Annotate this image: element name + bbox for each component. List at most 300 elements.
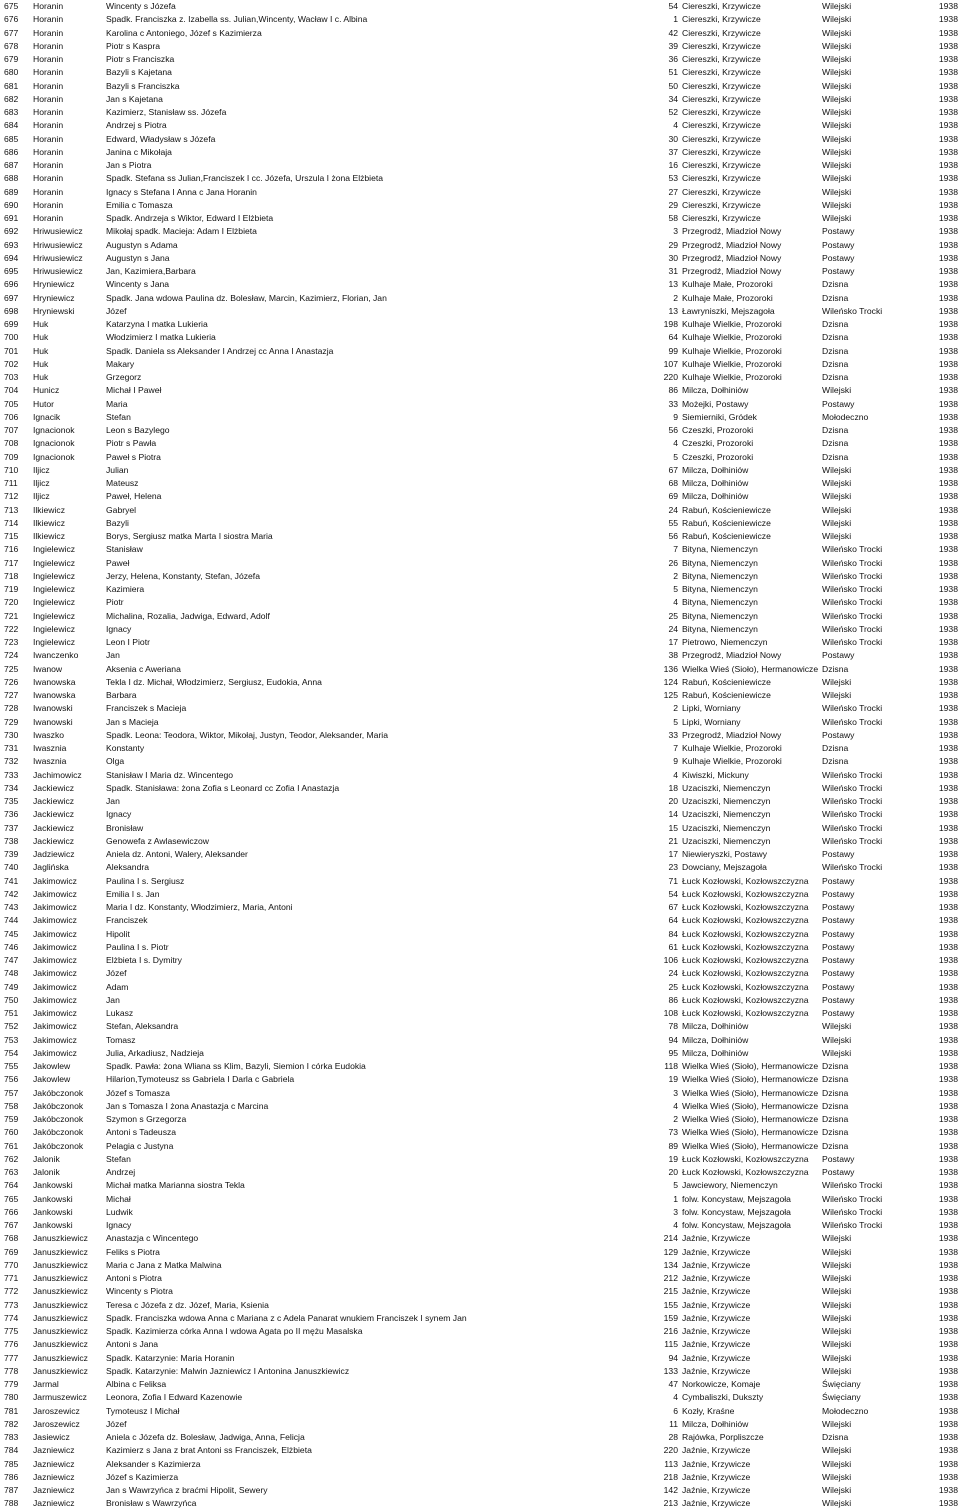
year-cell: 1938	[938, 610, 958, 621]
names-cell: Grzegorz	[106, 372, 142, 382]
table-row	[0, 835, 960, 848]
year-cell: 1938	[938, 252, 958, 263]
surname-cell: Iwaszko	[33, 729, 65, 740]
year-cell: 1938	[938, 1153, 958, 1164]
entry-number-cell: 738	[4, 835, 19, 846]
entry-number-cell: 687	[4, 160, 19, 170]
surname-cell: Januszkiewicz	[33, 1365, 88, 1376]
table-row	[0, 1153, 960, 1166]
village-cell: Łuck Kozłowski, Kozłowszczyzna	[682, 888, 809, 899]
year-cell: 1938	[938, 1008, 958, 1018]
table-row	[0, 225, 960, 238]
district-cell: Wilejski	[822, 213, 852, 223]
house-number-cell: 67	[668, 464, 678, 475]
house-number-cell: 124	[663, 676, 678, 687]
district-cell: Wileńsko Trocki	[822, 557, 883, 568]
names-cell: Borys, Sergiusz matka Marta I siostra Maria	[106, 531, 273, 541]
surname-cell: Hriwusiewicz	[33, 239, 83, 250]
year-cell: 1938	[938, 1140, 958, 1151]
district-cell: Wilejski	[822, 1034, 852, 1045]
district-cell: Wilejski	[822, 690, 852, 700]
village-cell: Milcza, Dołhiniów	[682, 1034, 749, 1045]
village-cell: Wielka Wieś (Sioło), Hermanowicze	[682, 663, 819, 674]
village-cell: Ciereszki, Krzywicze	[682, 199, 761, 210]
year-cell: 1938	[938, 716, 958, 727]
village-cell: Przegrodź, Miadzioł Nowy	[682, 266, 782, 276]
entry-number-cell: 700	[4, 332, 19, 343]
village-cell: Łuck Kozłowski, Kozłowszczyzna	[682, 1153, 809, 1164]
names-cell: Michalina, Rozalia, Jadwiga, Edward, Adolf	[106, 610, 270, 621]
table-row	[0, 689, 960, 702]
village-cell: Ciereszki, Krzywicze	[682, 40, 761, 51]
year-cell: 1938	[938, 968, 958, 979]
table-row	[0, 742, 960, 755]
house-number-cell: 31	[668, 266, 678, 276]
house-number-cell: 29	[668, 199, 678, 210]
district-cell: Wileńsko Trocki	[822, 597, 883, 608]
entry-number-cell: 716	[4, 544, 19, 555]
house-number-cell: 4	[673, 438, 678, 449]
entry-number-cell: 755	[4, 1061, 19, 1071]
year-cell: 1938	[938, 358, 958, 369]
village-cell: Siemierniki, Gródek	[682, 411, 757, 422]
names-cell: Aksenia c Aweriana	[106, 663, 181, 674]
district-cell: Wilejski	[822, 1312, 852, 1323]
village-cell: Jaźnie, Krzywicze	[682, 1339, 751, 1350]
house-number-cell: 33	[668, 398, 678, 409]
year-cell: 1938	[938, 1259, 958, 1270]
surname-cell: Huk	[33, 358, 49, 369]
house-number-cell: 54	[668, 1, 678, 11]
house-number-cell: 54	[668, 888, 678, 899]
table-row	[0, 13, 960, 26]
village-cell: Rabuń, Kościeniewicze	[682, 676, 771, 687]
surname-cell: Jankowski	[33, 1193, 73, 1204]
year-cell: 1938	[938, 1061, 958, 1071]
district-cell: Wilejski	[822, 160, 852, 170]
table-row	[0, 1219, 960, 1232]
district-cell: Wileńsko Trocki	[822, 835, 883, 846]
table-row	[0, 1418, 960, 1431]
district-cell: Wilejski	[822, 54, 852, 64]
house-number-cell: 28	[668, 1432, 678, 1442]
house-number-cell: 125	[663, 690, 678, 700]
house-number-cell: 36	[668, 54, 678, 64]
names-cell: Mikołaj spadk. Macieja: Adam I Elżbieta	[106, 226, 257, 237]
house-number-cell: 5	[673, 1180, 678, 1191]
year-cell: 1938	[938, 915, 958, 926]
names-cell: Franciszek	[106, 915, 148, 926]
names-cell: Tekla I dz. Michał, Włodzimierz, Sergiusz, Eudokia, Anna	[106, 676, 322, 687]
surname-cell: Iljicz	[33, 478, 50, 488]
table-row	[0, 530, 960, 543]
table-row	[0, 1391, 960, 1404]
names-cell: Feliks s Piotra	[106, 1246, 160, 1257]
entry-number-cell: 786	[4, 1471, 19, 1482]
village-cell: Jaźnie, Krzywicze	[682, 1326, 751, 1336]
surname-cell: Jakóbczonok	[33, 1127, 84, 1138]
table-row	[0, 278, 960, 291]
village-cell: Ciereszki, Krzywicze	[682, 80, 761, 91]
table-row	[0, 583, 960, 596]
names-cell: Aleksander s Kazimierza	[106, 1458, 201, 1469]
house-number-cell: 218	[663, 1471, 678, 1482]
table-row	[0, 331, 960, 344]
year-cell: 1938	[938, 557, 958, 568]
house-number-cell: 24	[668, 623, 678, 634]
entry-number-cell: 706	[4, 411, 19, 422]
table-row	[0, 914, 960, 927]
surname-cell: Jaglińska	[33, 862, 69, 873]
surname-cell: Ignacionok	[33, 425, 75, 435]
house-number-cell: 214	[663, 1233, 678, 1244]
year-cell: 1938	[938, 1273, 958, 1283]
year-cell: 1938	[938, 1312, 958, 1323]
names-cell: Hipolit	[106, 928, 130, 939]
table-row	[0, 981, 960, 994]
year-cell: 1938	[938, 690, 958, 700]
table-row	[0, 875, 960, 888]
district-cell: Wileńsko Trocki	[822, 782, 883, 793]
names-cell: Wincenty s Józefa	[106, 1, 176, 11]
names-cell: Bazyli	[106, 517, 129, 528]
names-cell: Spadk. Stefana ss Julian,Franciszek I cc. Józefa, Urszula I żona Elżbieta	[106, 173, 384, 184]
house-number-cell: 86	[668, 385, 678, 396]
village-cell: Łuck Kozłowski, Kozłowszczyzna	[682, 941, 809, 952]
village-cell: Kulhaje Wielkie, Prozoroki	[682, 332, 782, 343]
surname-cell: Horanin	[33, 80, 64, 91]
village-cell: Bityna, Niemenczyn	[682, 584, 758, 594]
surname-cell: Jakimowicz	[33, 994, 77, 1005]
entry-number-cell: 752	[4, 1021, 19, 1032]
table-row	[0, 888, 960, 901]
table-row	[0, 610, 960, 623]
entry-number-cell: 771	[4, 1273, 19, 1283]
house-number-cell: 16	[668, 160, 678, 170]
district-cell: Wileńsko Trocki	[822, 1180, 883, 1191]
surname-cell: Januszkiewicz	[33, 1233, 88, 1244]
names-cell: Genowefa z Awlasewiczow	[106, 835, 210, 846]
village-cell: Uzaciszki, Niemenczyn	[682, 782, 771, 793]
year-cell: 1938	[938, 1167, 958, 1177]
table-row	[0, 318, 960, 331]
district-cell: Święciany	[822, 1392, 861, 1403]
names-cell: Emilia I s. Jan	[106, 888, 160, 899]
year-cell: 1938	[938, 1233, 958, 1244]
village-cell: Milcza, Dołhiniów	[682, 491, 749, 502]
district-cell: Wilejski	[822, 531, 852, 541]
district-cell: Wilejski	[822, 120, 852, 131]
district-cell: Wilejski	[822, 1, 852, 11]
entry-number-cell: 679	[4, 54, 19, 64]
names-cell: Włodzimierz I matka Lukieria	[106, 332, 216, 343]
house-number-cell: 4	[673, 1100, 678, 1111]
surname-cell: Ignacionok	[33, 451, 75, 462]
district-cell: Dzisna	[822, 358, 849, 369]
surname-cell: Jakimowicz	[33, 941, 77, 952]
entry-number-cell: 697	[4, 292, 19, 303]
house-number-cell: 39	[668, 40, 678, 51]
house-number-cell: 21	[668, 835, 678, 846]
surname-cell: Iwanowski	[33, 716, 73, 727]
house-number-cell: 19	[668, 1153, 678, 1164]
table-row	[0, 411, 960, 424]
names-cell: Katarzyna I matka Lukieria	[106, 319, 208, 329]
village-cell: folw. Koncystaw, Mejszagoła	[682, 1220, 791, 1230]
district-cell: Wilejski	[822, 173, 852, 184]
village-cell: Bityna, Niemenczyn	[682, 610, 758, 621]
entry-number-cell: 763	[4, 1167, 19, 1177]
village-cell: Ciereszki, Krzywicze	[682, 146, 761, 157]
surname-cell: Iwanowski	[33, 703, 73, 714]
names-cell: Spadk. Franciszka wdowa Anna c Mariana z c Adela Panarat wnukiem Franciszek I synem Jan	[106, 1312, 467, 1323]
names-cell: Spadk. Daniela ss Aleksander I Andrzej cc Anna I Anastazja	[106, 345, 334, 356]
names-cell: Jan	[106, 650, 120, 661]
surname-cell: Horanin	[33, 120, 64, 131]
table-row	[0, 345, 960, 358]
house-number-cell: 106	[663, 955, 678, 965]
entry-number-cell: 754	[4, 1047, 19, 1058]
year-cell: 1938	[938, 372, 958, 382]
entry-number-cell: 781	[4, 1405, 19, 1416]
house-number-cell: 1	[673, 14, 678, 25]
surname-cell: Jakimowicz	[33, 902, 77, 912]
entry-number-cell: 756	[4, 1074, 19, 1085]
surname-cell: Hutor	[33, 398, 55, 409]
table-row	[0, 305, 960, 318]
village-cell: Łuck Kozłowski, Kozłowszczyzna	[682, 928, 809, 939]
names-cell: Paweł s Piotra	[106, 451, 161, 462]
names-cell: Spadk. Pawła: żona Wliana ss Klim, Bazyli, Siemion I córka Eudokia	[106, 1061, 366, 1071]
entry-number-cell: 709	[4, 451, 19, 462]
year-cell: 1938	[938, 994, 958, 1005]
names-cell: Paweł, Helena	[106, 491, 162, 502]
surname-cell: Jazniewicz	[33, 1498, 75, 1509]
names-cell: Janina c Mikołaja	[106, 146, 172, 157]
names-cell: Wincenty s Piotra	[106, 1286, 173, 1297]
house-number-cell: 5	[673, 451, 678, 462]
house-number-cell: 216	[663, 1326, 678, 1336]
year-cell: 1938	[938, 1034, 958, 1045]
names-cell: Stefan, Aleksandra	[106, 1021, 179, 1032]
village-cell: Przegrodź, Miadzioł Nowy	[682, 729, 782, 740]
district-cell: Dzisna	[822, 438, 849, 449]
table-row	[0, 1444, 960, 1457]
village-cell: Pietrowo, Niemenczyn	[682, 637, 768, 647]
village-cell: Przegrodź, Miadzioł Nowy	[682, 252, 782, 263]
village-cell: Milcza, Dołhiniów	[682, 385, 749, 396]
table-row	[0, 490, 960, 503]
names-cell: Ignacy	[106, 809, 132, 820]
year-cell: 1938	[938, 266, 958, 276]
surname-cell: Iwanowska	[33, 676, 76, 687]
entry-number-cell: 681	[4, 80, 19, 91]
district-cell: Wilejski	[822, 93, 852, 104]
village-cell: Rabuń, Kościeniewicze	[682, 504, 771, 515]
house-number-cell: 94	[668, 1034, 678, 1045]
entry-number-cell: 779	[4, 1379, 19, 1389]
entry-number-cell: 737	[4, 822, 19, 833]
village-cell: Milcza, Dołhiniów	[682, 464, 749, 475]
table-row	[0, 1060, 960, 1073]
entry-number-cell: 699	[4, 319, 19, 329]
entry-number-cell: 720	[4, 597, 19, 608]
surname-cell: Januszkiewicz	[33, 1326, 88, 1336]
village-cell: Milcza, Dołhiniów	[682, 1021, 749, 1032]
table-row	[0, 782, 960, 795]
surname-cell: Hriwusiewicz	[33, 226, 83, 237]
names-cell: Spadk. Franciszka z. Izabella ss. Julian,Wincenty, Wacław I c. Albina	[106, 14, 368, 25]
year-cell: 1938	[938, 623, 958, 634]
surname-cell: Jachimowicz	[33, 769, 82, 780]
district-cell: Wilejski	[822, 517, 852, 528]
village-cell: Kozły, Kraśne	[682, 1405, 735, 1416]
table-row	[0, 1140, 960, 1153]
names-cell: Piotr s Kaspra	[106, 40, 160, 51]
table-row	[0, 755, 960, 768]
village-cell: Jaźnie, Krzywicze	[682, 1498, 751, 1509]
surname-cell: Jazniewicz	[33, 1445, 75, 1456]
house-number-cell: 78	[668, 1021, 678, 1032]
surname-cell: Ingielewicz	[33, 597, 76, 608]
village-cell: Wielka Wieś (Sioło), Hermanowicze	[682, 1087, 819, 1098]
table-row	[0, 1352, 960, 1365]
entry-number-cell: 778	[4, 1365, 19, 1376]
district-cell: Wileńsko Trocki	[822, 1220, 883, 1230]
entry-number-cell: 784	[4, 1445, 19, 1456]
house-number-cell: 2	[673, 292, 678, 303]
district-cell: Wileńsko Trocki	[822, 637, 883, 647]
village-cell: folw. Koncystaw, Mejszagoła	[682, 1193, 791, 1204]
year-cell: 1938	[938, 1206, 958, 1217]
entry-number-cell: 682	[4, 93, 19, 104]
names-cell: Piotr s Pawła	[106, 438, 157, 449]
surname-cell: Jakimowicz	[33, 955, 77, 965]
house-number-cell: 94	[668, 1352, 678, 1363]
names-cell: Spadk. Jana wdowa Paulina dz. Bolesław, Marcin, Kazimierz, Florian, Jan	[106, 292, 387, 303]
year-cell: 1938	[938, 279, 958, 290]
year-cell: 1938	[938, 239, 958, 250]
village-cell: Bityna, Niemenczyn	[682, 623, 758, 634]
village-cell: Jawciewory, Niemenczyn	[682, 1180, 778, 1191]
village-cell: Wielka Wieś (Sioło), Hermanowicze	[682, 1074, 819, 1085]
surname-cell: Januszkiewicz	[33, 1259, 88, 1270]
table-row	[0, 1484, 960, 1497]
table-row	[0, 80, 960, 93]
district-cell: Mołodeczno	[822, 1405, 869, 1416]
district-cell: Postawy	[822, 902, 855, 912]
house-number-cell: 9	[673, 756, 678, 767]
village-cell: Łuck Kozłowski, Kozłowszczyzna	[682, 902, 809, 912]
entry-number-cell: 726	[4, 676, 19, 687]
surname-cell: Jakóbczonok	[33, 1087, 84, 1098]
surname-cell: Jakowlew	[33, 1074, 71, 1085]
village-cell: Łuck Kozłowski, Kozłowszczyzna	[682, 994, 809, 1005]
house-number-cell: 134	[663, 1259, 678, 1270]
year-cell: 1938	[938, 1299, 958, 1310]
entry-number-cell: 776	[4, 1339, 19, 1350]
district-cell: Wileńsko Trocki	[822, 1193, 883, 1204]
surname-cell: Iwanczenko	[33, 650, 79, 661]
house-number-cell: 6	[673, 1405, 678, 1416]
entry-number-cell: 748	[4, 968, 19, 979]
names-cell: Michał matka Marianna siostra Tekla	[106, 1180, 245, 1191]
surname-cell: Horanin	[33, 186, 64, 197]
house-number-cell: 2	[673, 703, 678, 714]
year-cell: 1938	[938, 1100, 958, 1111]
entry-number-cell: 774	[4, 1312, 19, 1323]
names-cell: Maria I dz. Konstanty, Włodzimierz, Maria, Antoni	[106, 902, 293, 912]
year-cell: 1938	[938, 1114, 958, 1124]
house-number-cell: 7	[673, 743, 678, 753]
entry-number-cell: 773	[4, 1299, 19, 1310]
house-number-cell: 56	[668, 425, 678, 435]
house-number-cell: 86	[668, 994, 678, 1005]
names-cell: Józef s Kazimierza	[106, 1471, 179, 1482]
entry-number-cell: 765	[4, 1193, 19, 1204]
district-cell: Wilejski	[822, 1286, 852, 1297]
table-row	[0, 66, 960, 79]
district-cell: Wileńsko Trocki	[822, 610, 883, 621]
house-number-cell: 212	[663, 1273, 678, 1283]
surname-cell: Horanin	[33, 1, 64, 11]
surname-cell: Huk	[33, 332, 49, 343]
surname-cell: Iwasznia	[33, 756, 67, 767]
table-row	[0, 424, 960, 437]
house-number-cell: 26	[668, 557, 678, 568]
district-cell: Dzisna	[822, 1432, 849, 1442]
surname-cell: Jasiewicz	[33, 1432, 70, 1442]
year-cell: 1938	[938, 173, 958, 184]
entry-number-cell: 717	[4, 557, 19, 568]
house-number-cell: 4	[673, 1220, 678, 1230]
surname-cell: Ingielewicz	[33, 637, 76, 647]
entry-number-cell: 690	[4, 199, 19, 210]
year-cell: 1938	[938, 1352, 958, 1363]
table-row	[0, 199, 960, 212]
year-cell: 1938	[938, 199, 958, 210]
district-cell: Dzisna	[822, 319, 849, 329]
entry-number-cell: 703	[4, 372, 19, 382]
names-cell: Jan s Kajetana	[106, 93, 163, 104]
table-row	[0, 1312, 960, 1325]
table-row	[0, 119, 960, 132]
village-cell: Ciereszki, Krzywicze	[682, 107, 761, 117]
surname-cell: Ilkiewicz	[33, 504, 65, 515]
names-cell: Mateusz	[106, 478, 139, 488]
year-cell: 1938	[938, 133, 958, 144]
surname-cell: Jalonik	[33, 1167, 60, 1177]
house-number-cell: 51	[668, 67, 678, 78]
village-cell: Jaźnie, Krzywicze	[682, 1312, 751, 1323]
table-row	[0, 808, 960, 821]
surname-cell: Horanin	[33, 173, 64, 184]
table-row	[0, 928, 960, 941]
table-row	[0, 172, 960, 185]
year-cell: 1938	[938, 1418, 958, 1429]
year-cell: 1938	[938, 941, 958, 952]
names-cell: Jan	[106, 796, 120, 806]
surname-cell: Horanin	[33, 199, 64, 210]
district-cell: Wileńsko Trocki	[822, 703, 883, 714]
village-cell: Łuck Kozłowski, Kozłowszczyzna	[682, 955, 809, 965]
district-cell: Wileńsko Trocki	[822, 822, 883, 833]
entry-number-cell: 732	[4, 756, 19, 767]
names-cell: Leon s Bazylego	[106, 425, 170, 435]
house-number-cell: 19	[668, 1074, 678, 1085]
table-row	[0, 1047, 960, 1060]
names-cell: Emilia c Tomasza	[106, 199, 173, 210]
